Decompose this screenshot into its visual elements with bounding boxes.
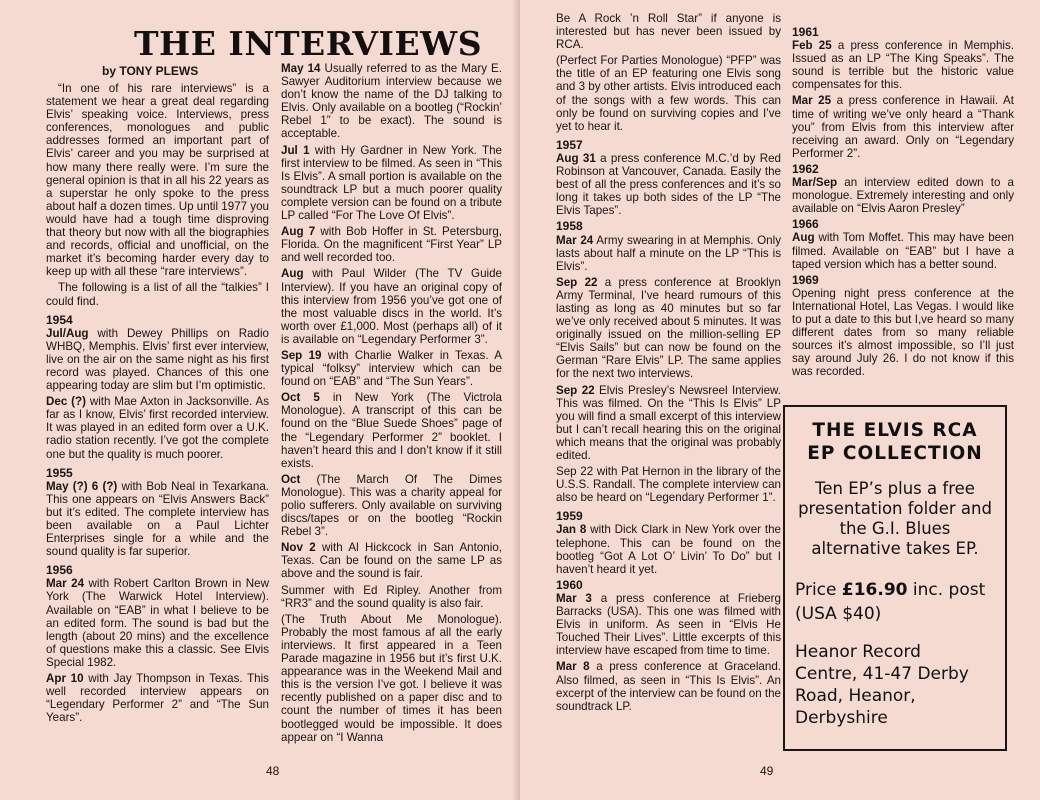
entry-date: Jan 8 xyxy=(556,523,587,537)
entry-date: Mar 25 xyxy=(792,94,832,108)
intro-paragraph: “In one of his rare interviews” is a statement we hear a great deal regarding Elvis’ speaking voice. Interviews, press conferences, monologues and public addresses formed an important part of Elvis’ career and you may be surprised at how many there really were. I’m sure the general opinion is that in all his 22 years as a superstar he only spoke to the press about half a dozen times. Up until 1977 you would have had a tough time disproving that theory but now with all the biographies and records, official and unofficial, on the market it’s becoming harder every day to keep up with all these “rare interviews”. xyxy=(46,82,270,279)
entry-date: Mar/Sep xyxy=(792,176,838,190)
year-heading: 1966 xyxy=(792,217,819,232)
year-heading: 1959 xyxy=(556,509,583,524)
year-heading: 1961 xyxy=(792,25,819,39)
entry-date: Sep 19 xyxy=(281,348,322,362)
entry xyxy=(556,276,781,381)
year-heading: 1962 xyxy=(792,161,819,176)
entry xyxy=(281,62,502,141)
advertisement-box xyxy=(783,405,1007,751)
entry-date: Mar 8 xyxy=(556,660,590,674)
address-line: Heanor Record xyxy=(795,642,921,662)
year-heading: 1969 xyxy=(792,272,819,287)
year-heading: 1957 xyxy=(556,137,583,152)
entry xyxy=(556,523,781,575)
entry-date: May (?) 6 (?) xyxy=(46,479,118,493)
entry-text: a press conference at Graceland. Also filmed, as seen in “This Is Elvis”. An excerpt of the interview can be found on the soundtrack LP. xyxy=(556,660,781,713)
column-1 xyxy=(46,82,269,727)
entry-date: Jul 1 xyxy=(281,143,310,157)
page-number: 49 xyxy=(760,764,774,778)
entry-text: with Robert Carlton Brown in New York (The Warwick Hotel Interview). Available on “EAB” in what I believe to be an edited form. The sound is bad but the length (about 20 mins) and the excellence of questions make this a classic. See Elvis Special 1982. xyxy=(46,577,269,669)
entry-text: in New York (The Victrola Monologue). A transcript of this can be found on the “Blue Suede Shoes” page of the “Legendary Performer 2” booklet. I haven’t heard this and I don’t know if it still exists. xyxy=(281,391,502,470)
year-heading: 1958 xyxy=(556,219,583,234)
entry-text: a press conference at Brooklyn Army Terminal, I’ve heard rumours of this lasting as long as 40 minutes but so far we’ve only received about 5 minutes. It was originally issued on the million-selling EP “Elvis Sails” but can now be found on the German “Rare Elvis” LP. The same applies for the next two interviews. xyxy=(556,275,781,381)
entry xyxy=(281,349,502,388)
entry-date: Feb 25 xyxy=(792,39,832,53)
entry xyxy=(556,660,781,712)
entry-text: a press conference in Memphis. Issued as an LP “The King Speaks”. The sound is terrible but the historic value compensates for this. xyxy=(792,39,1014,92)
ad-heading: THE ELVIS RCA xyxy=(812,420,978,441)
entry xyxy=(556,592,781,657)
entry-text: with Dick Clark in New York over the telephone. This can be found on the bootleg “Got A Lot O’ Livin’ To Do” but I haven’t heard it yet. xyxy=(556,523,781,576)
entry-date: Jul/Aug xyxy=(46,326,89,340)
ad-address xyxy=(795,641,995,729)
entry-date: Aug 31 xyxy=(556,151,596,165)
entry xyxy=(46,672,269,724)
entry xyxy=(556,384,781,463)
entry-date: Mar 24 xyxy=(556,233,594,247)
price-suffix: inc. post xyxy=(907,580,986,600)
entry: Sep 22 with Pat Hernon in the library of the U.S.S. Randall. The complete interview can also be heard on “Legendary Performer 1”. xyxy=(556,465,781,505)
address-line: Derbyshire xyxy=(795,708,888,728)
entry-date: Aug 7 xyxy=(281,225,316,239)
year-heading: 1956 xyxy=(46,563,73,578)
entry-date: Apr 10 xyxy=(46,672,84,686)
entry-text: with Tom Moffet. This may have been filmed. Available on “EAB” but I have a taped version which has a better sound. xyxy=(792,231,1014,271)
entry-text: Army swearing in at Memphis. Only lasts about half a minute on the LP “This is Elvis”. xyxy=(556,233,782,273)
ad-price-usd: (USA $40) xyxy=(795,604,882,624)
entry-text: with Paul Wilder (The TV Guide Interview). If you have an original copy of this interview from 1956 you’ve got one of the most valuable discs in the world. It’s worth over £1,000. Most (perhaps all) of it is available on “Legendary Performer 3”. xyxy=(281,267,502,346)
ad-description: Ten EP’s plus a free presentation folder and the G.I. Blues alternative takes EP. xyxy=(798,479,992,558)
entry: (Perfect For Parties Monologue) “PFP” was the title of an EP featuring one Elvis song and 3 by other artists. Elvis introduced each of the songs with a few words. This can only be found on surviving copies and I’ve yet to hear it. xyxy=(556,54,781,133)
entry-text: with Bob Neal in Texarkana. This one appears on “Elvis Answers Back” but it’s edited. The complete interview has been available on a Paul Lichter Enterprises single for a while and the sound quality is far superior. xyxy=(46,479,269,559)
entry-text: a press conference M.C.’d by Red Robinson at Vancouver, Canada. Easily the best of all the press conferences and it’s so long it takes up both sides of the LP “The Elvis Tapes”. xyxy=(556,151,782,218)
entry-date: Oct 5 xyxy=(281,391,320,405)
entry-text: with Mae Axton in Jacksonville. As far as I know, Elvis’ first recorded interview. It was played in an edited form over a U.K. radio station recently. I’ve got the complete one but the quality is much poorer. xyxy=(46,395,269,461)
entry-text: a press conference in Hawaii. At time of writing we’ve only heard a “Thank you” from Elvis from this interview after receiving an award. Only on “Legendary Performer 2”. xyxy=(792,94,1015,160)
address-line: Centre, 41-47 Derby xyxy=(795,664,969,684)
entry: (The Truth About Me Monologue). Probably the most famous af all the early interviews. It first appeared in a Teen Parade magazine in 1956 but it’s first U.K. appearance was in the Weekend Mail and this is the version I’ve got. I believe it was recently published on a paper disc and to count the number of times it has been bootlegged would be impossible. It does appear on “I Wanna xyxy=(281,612,502,744)
entry-date: Mar 24 xyxy=(46,577,85,591)
entry-date: Oct xyxy=(281,472,301,486)
entry-text: with Dewey Phillips on Radio WHBQ, Memphis. Elvis’ first ever interview, live on the air on the same night as his first record was played. Chances of this one appearing today are slim but I’m optimistic. xyxy=(46,326,269,393)
entry xyxy=(281,267,502,346)
article-title: THE INTERVIEWS xyxy=(134,24,483,63)
year-heading: 1955 xyxy=(46,465,73,480)
entry-date: Nov 2 xyxy=(281,541,316,555)
price-value: £16.90 xyxy=(841,580,908,600)
entry-date: Dec (?) xyxy=(46,395,86,409)
entry xyxy=(46,395,269,460)
entry-date: Sep 22 xyxy=(556,275,598,289)
entry: Summer with Ed Ripley. Another from “RR3” and the sound quality is also fair. xyxy=(281,583,502,610)
entry-text: Elvis Presley’s Newsreel Interview. This was filmed. On the “This Is Elvis” LP you will find a small excerpt of this interview but I can’t recall hearing this on the original which means that the original was probably edited. xyxy=(556,383,781,462)
entry xyxy=(556,152,781,217)
page-number: 48 xyxy=(266,764,280,778)
address-line: Road, Heanor, xyxy=(795,686,916,706)
entry-date: Aug xyxy=(792,231,815,245)
column-2 xyxy=(281,62,502,747)
entry xyxy=(792,94,1014,159)
entry xyxy=(792,231,1014,270)
entry-date: Aug xyxy=(281,267,304,281)
byline: by TONY PLEWS xyxy=(102,64,199,78)
entry xyxy=(281,473,502,538)
entry xyxy=(46,577,269,669)
ad-price xyxy=(795,579,995,601)
entry-text: with Hy Gardner in New York. The first interview to be filmed. As seen in “This Is Elvis”. A small portion is available on the soundtrack LP but a much poorer quality complete version can be found on a tribute LP called “For The Love Of Elvis”. xyxy=(281,143,503,223)
price-label: Price xyxy=(795,580,842,600)
entry-text: with Jay Thompson in Texas. This well recorded interview appears on “Legendary Performer 2” and “The Sun Years”. xyxy=(46,672,269,725)
entry-text: with Charlie Walker in Texas. A typical “folksy” interview which can be found on “EAB” and “The Sun Years”. xyxy=(281,348,502,389)
entry xyxy=(792,176,1014,215)
entry xyxy=(281,225,502,264)
entry xyxy=(792,39,1014,91)
entry xyxy=(281,541,502,580)
entry: Be A Rock ’n Roll Star” if anyone is interested but has never been issued by RCA. xyxy=(556,12,781,52)
intro-paragraph-2: The following is a list of all the “talkies” I could find. xyxy=(46,281,269,308)
entry-text: Usually referred to as the Mary E. Sawyer Auditorium interview because we don’t know the name of the DJ talking to Elvis. Only available on a bootleg (“Rockin’ Rebel 1” to be exact). The sound is acceptable. xyxy=(281,62,503,141)
entry-date: Sep 22 xyxy=(556,383,595,397)
entry xyxy=(46,327,269,392)
entry-text: a press conference at Frieberg Barracks (USA). This one was filmed with Elvis in uniform. As seen in “Elvis He Touched Their Lives”. Little excerpts of this interview have escaped from time to time. xyxy=(556,591,781,658)
entry-date: May 14 xyxy=(281,62,321,75)
entry-text: with Bob Hoffer in St. Petersburg, Florida. On the magnificent “First Year” LP and well recorded too. xyxy=(281,225,502,265)
year-heading: 1954 xyxy=(46,312,73,327)
entry xyxy=(556,234,781,273)
entry xyxy=(46,480,269,559)
entry-text: (The March Of The Dimes Monologue). This was a charity appeal for polio sufferers. Only available on surviving discs/tapes or on the bootleg “Rockin Rebel 3”. xyxy=(281,472,502,539)
entry: Opening night press conference at the International Hotel, Las Vegas. I would like to put a date to this but I,ve heard so many different dates from so many reliable sources it’s almost impossible, so I’ll just say around July 26. I do not know if this was recorded. xyxy=(792,286,1014,379)
ad-heading: EP COLLECTION xyxy=(807,443,983,464)
entry-text: an interview edited down to a monologue. Extremely interesting and only available on “Elvis Aaron Presley” xyxy=(792,176,1014,216)
entry xyxy=(281,144,502,223)
column-4 xyxy=(792,26,1014,381)
entry-date: Mar 3 xyxy=(556,591,592,605)
entry-text: with Al Hickcock in San Antonio, Texas. Can be found on the same LP as above and the sound is fair. xyxy=(281,541,502,581)
year-heading: 1960 xyxy=(556,577,583,592)
entry xyxy=(281,391,502,470)
column-3 xyxy=(556,12,781,716)
